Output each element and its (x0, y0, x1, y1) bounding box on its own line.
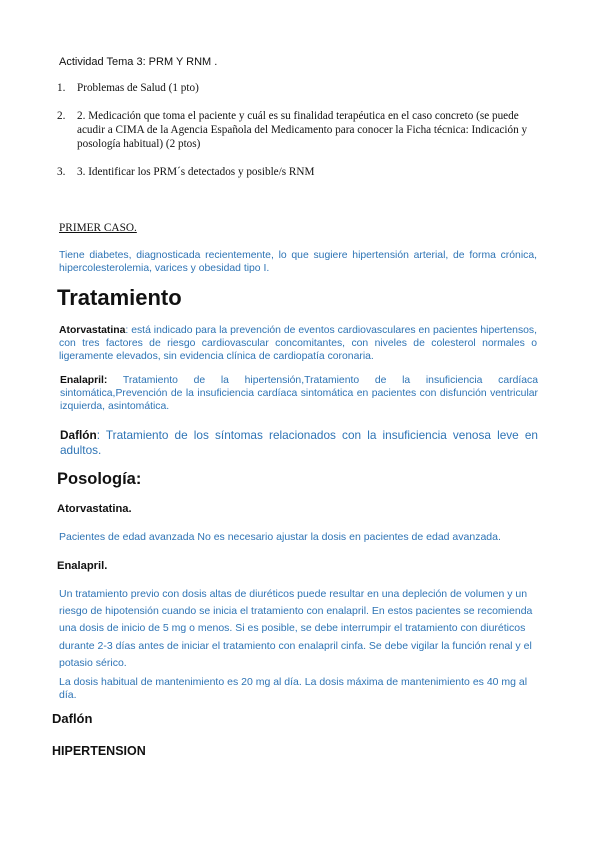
case-intro: Tiene diabetes, diagnosticada recientemente, lo que sugiere hipertensión arterial, de forma crónica, hipercolesterolemia, varices y obesidad tipo I. (59, 250, 537, 274)
drug-description: : Tratamiento de los síntomas relacionados con la insuficiencia venosa leve en adultos. (60, 428, 538, 457)
list-item (57, 166, 547, 180)
list-item-text: 3. Identificar los PRM´s detectados y posible/s RNM (77, 166, 315, 178)
drug-description: : está indicado para la prevención de eventos cardiovasculares en pacientes hipertensos, con tres factores de riesgo cardiovascular concomitantes, con niveles de colesterol normales o ligeramente elevados, sin evidencia clínica de cardiopatía coronaria. (59, 325, 537, 362)
tratamiento-heading: Tratamiento (57, 285, 182, 310)
list-item-text: Problemas de Salud (1 pto) (77, 82, 199, 94)
enalapril-paragraph (60, 374, 538, 413)
daflon-paragraph (60, 428, 538, 457)
drug-name: Atorvastatina (59, 325, 126, 336)
drug-name: Daflón (60, 428, 97, 442)
list-item (57, 82, 547, 96)
list-number: 2. (57, 110, 66, 122)
posologia-heading: Posología: (57, 470, 142, 488)
atorvastatina-paragraph (59, 324, 537, 363)
enalapril-posologia: Un tratamiento previo con dosis altas de diuréticos puede resultar en una depleción de volumen y un riesgo de hipotensión cuando se inicia el tratamiento con enalapril. En estos pacientes se recomienda una dosis de inicio de 5 mg o menos. Si es posible, se debe interrumpir el tratamiento con diuréticos durante 2-3 días antes de iniciar el tratamiento con enalapril cinfa. Se debe vigilar la función renal y el potasio sérico. (59, 588, 533, 669)
list-item-text: 2. Medicación que toma el paciente y cuál es su finalidad terapéutica en el caso concreto (se puede acudir a CIMA de la Agencia Española del Medicamento para conocer la Ficha técnica: Indicación y posología habitual) (2 ptos) (77, 110, 528, 150)
atorvastatina-heading: Atorvastatina. (57, 503, 132, 515)
task-list-1 (57, 82, 547, 96)
list-number: 1. (57, 82, 66, 94)
task-list-3 (57, 166, 547, 180)
enalapril-dosis: La dosis habitual de mantenimiento es 20 mg al día. La dosis máxima de mantenimiento es 40 mg al día. (59, 676, 528, 701)
list-number: 3. (57, 166, 66, 178)
activity-header: Actividad Tema 3: PRM Y RNM . (59, 56, 218, 68)
hipertension-heading: HIPERTENSION (52, 744, 146, 758)
drug-name: Enalapril: (60, 375, 108, 386)
daflon-heading: Daflón (52, 711, 93, 726)
case-title: PRIMER CASO. (59, 222, 137, 234)
atorvastatina-posologia: Pacientes de edad avanzada No es necesario ajustar la dosis en pacientes de edad avanzada. (59, 531, 501, 543)
list-item (57, 110, 547, 151)
task-list-2 (57, 110, 547, 151)
enalapril-heading: Enalapril. (57, 560, 108, 572)
drug-description: Tratamiento de la hipertensión,Tratamiento de la insuficiencia cardíaca sintomática,Prevención de la insuficiencia cardíaca sintomática en pacientes con disfunción ventricular izquierda, asintomática. (60, 375, 538, 412)
